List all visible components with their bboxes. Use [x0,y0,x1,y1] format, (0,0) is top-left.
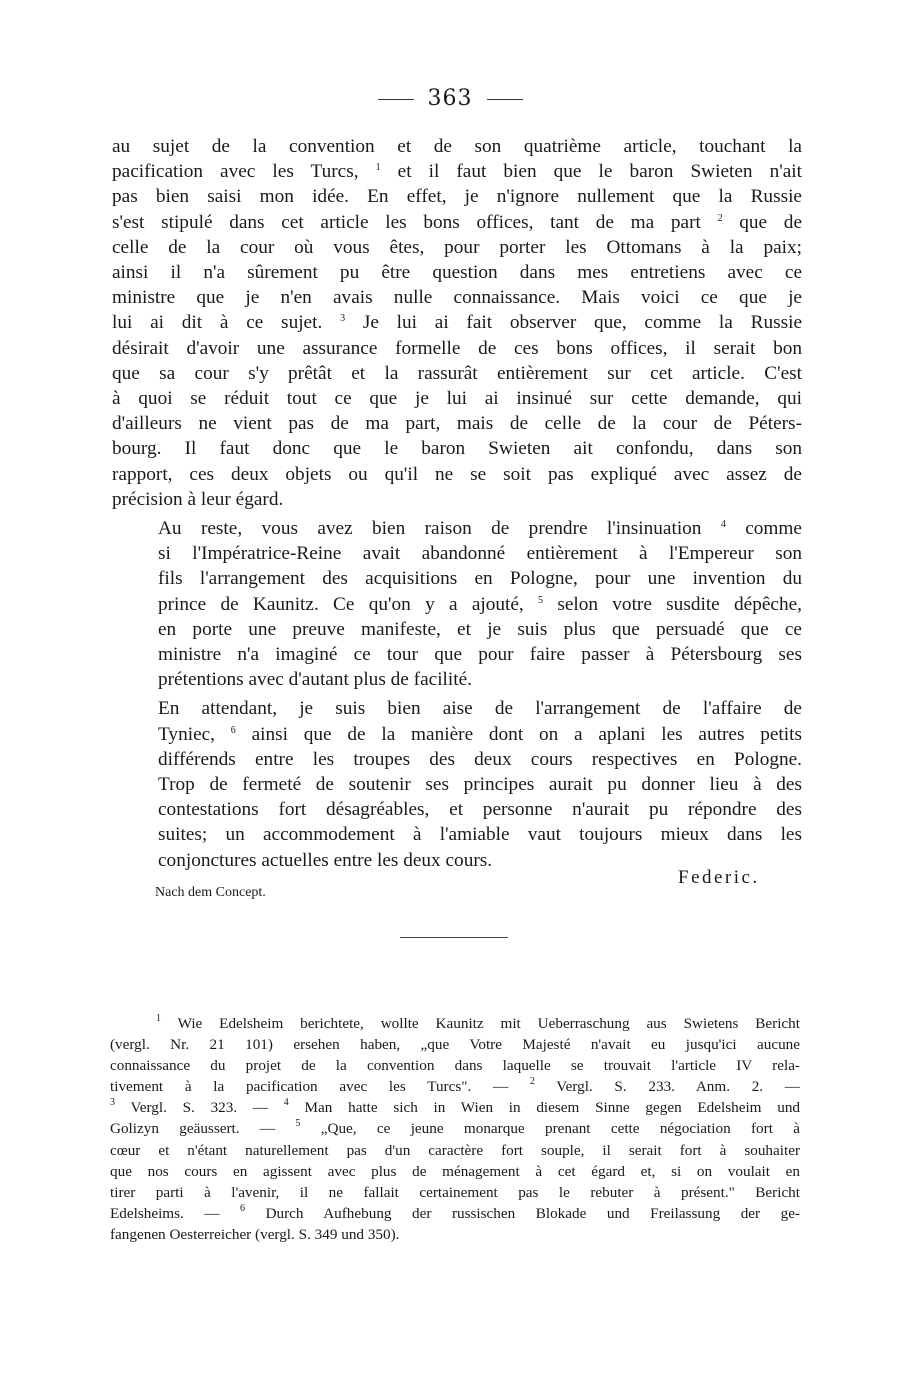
text-line [112,722,802,747]
text-line: différends entre les troupes des deux cours respectives en Pologne. [158,748,802,770]
footnote-marker-6: 6 [240,1202,246,1214]
text-line: rapport, ces deux objets ou qu'il ne se soit pas expliqué avec assez de [112,463,802,485]
text-line: précision à leur égard. [112,488,284,510]
page-number: 363 [427,86,473,111]
paragraph-3 [112,696,802,872]
text-segment: Je lui ai fait observer que, comme la Russie [362,312,803,334]
text-line [112,516,802,541]
footnote-ref-4: 4 [720,519,726,531]
text-segment: Man hatte sich in Wien in diesem Sinne gegen Edelsheim und [304,1099,801,1117]
text-segment: selon votre susdite dépêche, [557,593,802,615]
footnote-line: que nos cours en agissent avec plus de ménagement à cet égard et, si on voulait en [110,1162,800,1180]
text-line: en porte une preuve manifeste, et je suis plus que persuadé que ce [158,618,802,640]
text-line [112,592,802,617]
text-segment: Durch Aufhebung der russischen Blokade und Freilassung der ge- [265,1204,800,1222]
footnote-ref-5: 5 [538,594,544,606]
text-segment: pacification avec les Turcs, [112,161,359,183]
footnote-ref-1: 1 [375,162,381,174]
footnote-separator [400,937,508,938]
footnote-marker-5: 5 [295,1118,301,1130]
text-segment: comme [745,518,802,540]
paragraph-1 [112,134,802,512]
text-line: si l'Impératrice-Reine avait abandonné entièrement à l'Empereur son [158,543,802,565]
text-segment: et il faut bien que le baron Swieten n'ait [397,161,802,183]
text-segment: Vergl. S. 323. — [130,1099,269,1117]
text-line: à quoi se réduit tout ce que je lui ai insinué sur cette demande, qui [112,388,802,410]
text-segment: Tyniec, [158,723,216,745]
text-segment: „Que, ce jeune monarque prenant cette négociation fort à [320,1120,800,1138]
footnote-ref-2: 2 [717,212,723,224]
text-segment: Wie Edelsheim berichtete, wollte Kaunitz mit Ueberraschung aus Swietens Bericht [177,1015,800,1032]
text-segment: Edelsheims. — [110,1204,220,1222]
header-dash-left [378,99,414,100]
text-line: suites; un accommodement à l'amiable vaut toujours mieux dans les [158,824,802,846]
signature: Federic. [678,867,760,888]
text-line: pas bien saisi mon idée. En effet, je n'ignore nullement que la Russie [112,186,802,208]
text-line: contestations fort désagréables, et personne n'aurait pu répondre des [158,799,802,821]
footnote-line: tirer parti à l'avenir, il ne fallait certainement pas le rebuter à présent." Bericht [110,1183,800,1201]
footnote-line [110,1118,800,1139]
text-line [112,310,802,335]
text-segment: tivement à la pacification avec les Turcs". — [110,1078,509,1096]
text-line: bourg. Il faut donc que le baron Swieten ait confondu, dans son [112,438,802,460]
header-dash-right [487,99,523,100]
text-segment: que de [739,211,802,233]
source-note: Nach dem Concept. [155,885,266,900]
text-line: ainsi il n'a sûrement pu être question dans mes entretiens avec ce [112,262,802,284]
footnote-line: fangenen Oesterreicher (vergl. S. 349 und 350). [110,1225,400,1243]
footnote-ref-3: 3 [340,313,346,325]
letter-body [112,134,802,873]
text-segment: prince de Kaunitz. Ce qu'on y a ajouté, [158,593,524,615]
footnote-line [110,1013,800,1034]
text-line: conjonctures actuelles entre les deux cours. [158,849,493,871]
text-line [112,210,802,235]
footnote-line: (vergl. Nr. 21 101) ersehen haben, „que Votre Majesté n'avait eu jusqu'ici aucune [110,1036,800,1054]
text-line: ministre n'a imaginé ce tour que pour faire passer à Pétersbourg ses [158,644,802,666]
text-line [112,159,802,184]
footnote-line [110,1097,800,1118]
text-line: fils l'arrangement des acquisitions en Pologne, pour une invention du [158,568,802,590]
footnote-marker-1: 1 [156,1013,161,1024]
footnote-line: connaissance du projet de la convention dans laquelle se trouvait l'article IV rela- [110,1057,800,1075]
page-header [0,86,900,111]
text-segment: Vergl. S. 233. Anm. 2. — [556,1078,800,1096]
footnote-marker-4: 4 [283,1097,289,1109]
text-line: ministre que je n'en avais nulle connaissance. Mais voici ce que je [112,287,802,309]
text-segment: lui ai dit à ce sujet. [112,312,323,334]
footnote-marker-2: 2 [529,1076,535,1088]
text-line: celle de la cour où vous êtes, pour porter les Ottomans à la paix; [112,236,802,258]
text-segment: ainsi que de la manière dont on a aplani les autres petits [251,723,802,745]
text-line: prétentions avec d'autant plus de facilité. [158,669,472,691]
footnotes [110,1013,800,1245]
text-line: que sa cour s'y prêtât et la rassurât entièrement sur cet article. C'est [112,362,802,384]
text-line: En attendant, je suis bien aise de l'arrangement de l'affaire de [158,698,802,720]
footnote-ref-6: 6 [230,724,236,736]
paragraph-2 [112,516,802,692]
footnote-line: cœur et n'étant naturellement pas d'un caractère fort souple, il serait fort à souhaiter [110,1141,800,1159]
text-line: Trop de fermeté de soutenir ses principes aurait pu donner lieu à des [158,774,802,796]
text-line: au sujet de la convention et de son quatrième article, touchant la [112,136,802,157]
text-segment: s'est stipulé dans cet article les bons offices, tant de ma part [112,211,701,233]
footnote-line [110,1203,800,1224]
text-segment: Au reste, vous avez bien raison de prendre l'insinuation [158,518,702,540]
footnote-marker-3: 3 [110,1097,115,1109]
text-segment: Golizyn geäussert. — [110,1120,276,1138]
text-line: d'ailleurs ne vient pas de ma part, mais de celle de la cour de Péters- [112,413,802,435]
footnote-line [110,1076,800,1097]
text-line: désirait d'avoir une assurance formelle de ces bons offices, il serait bon [112,337,802,359]
